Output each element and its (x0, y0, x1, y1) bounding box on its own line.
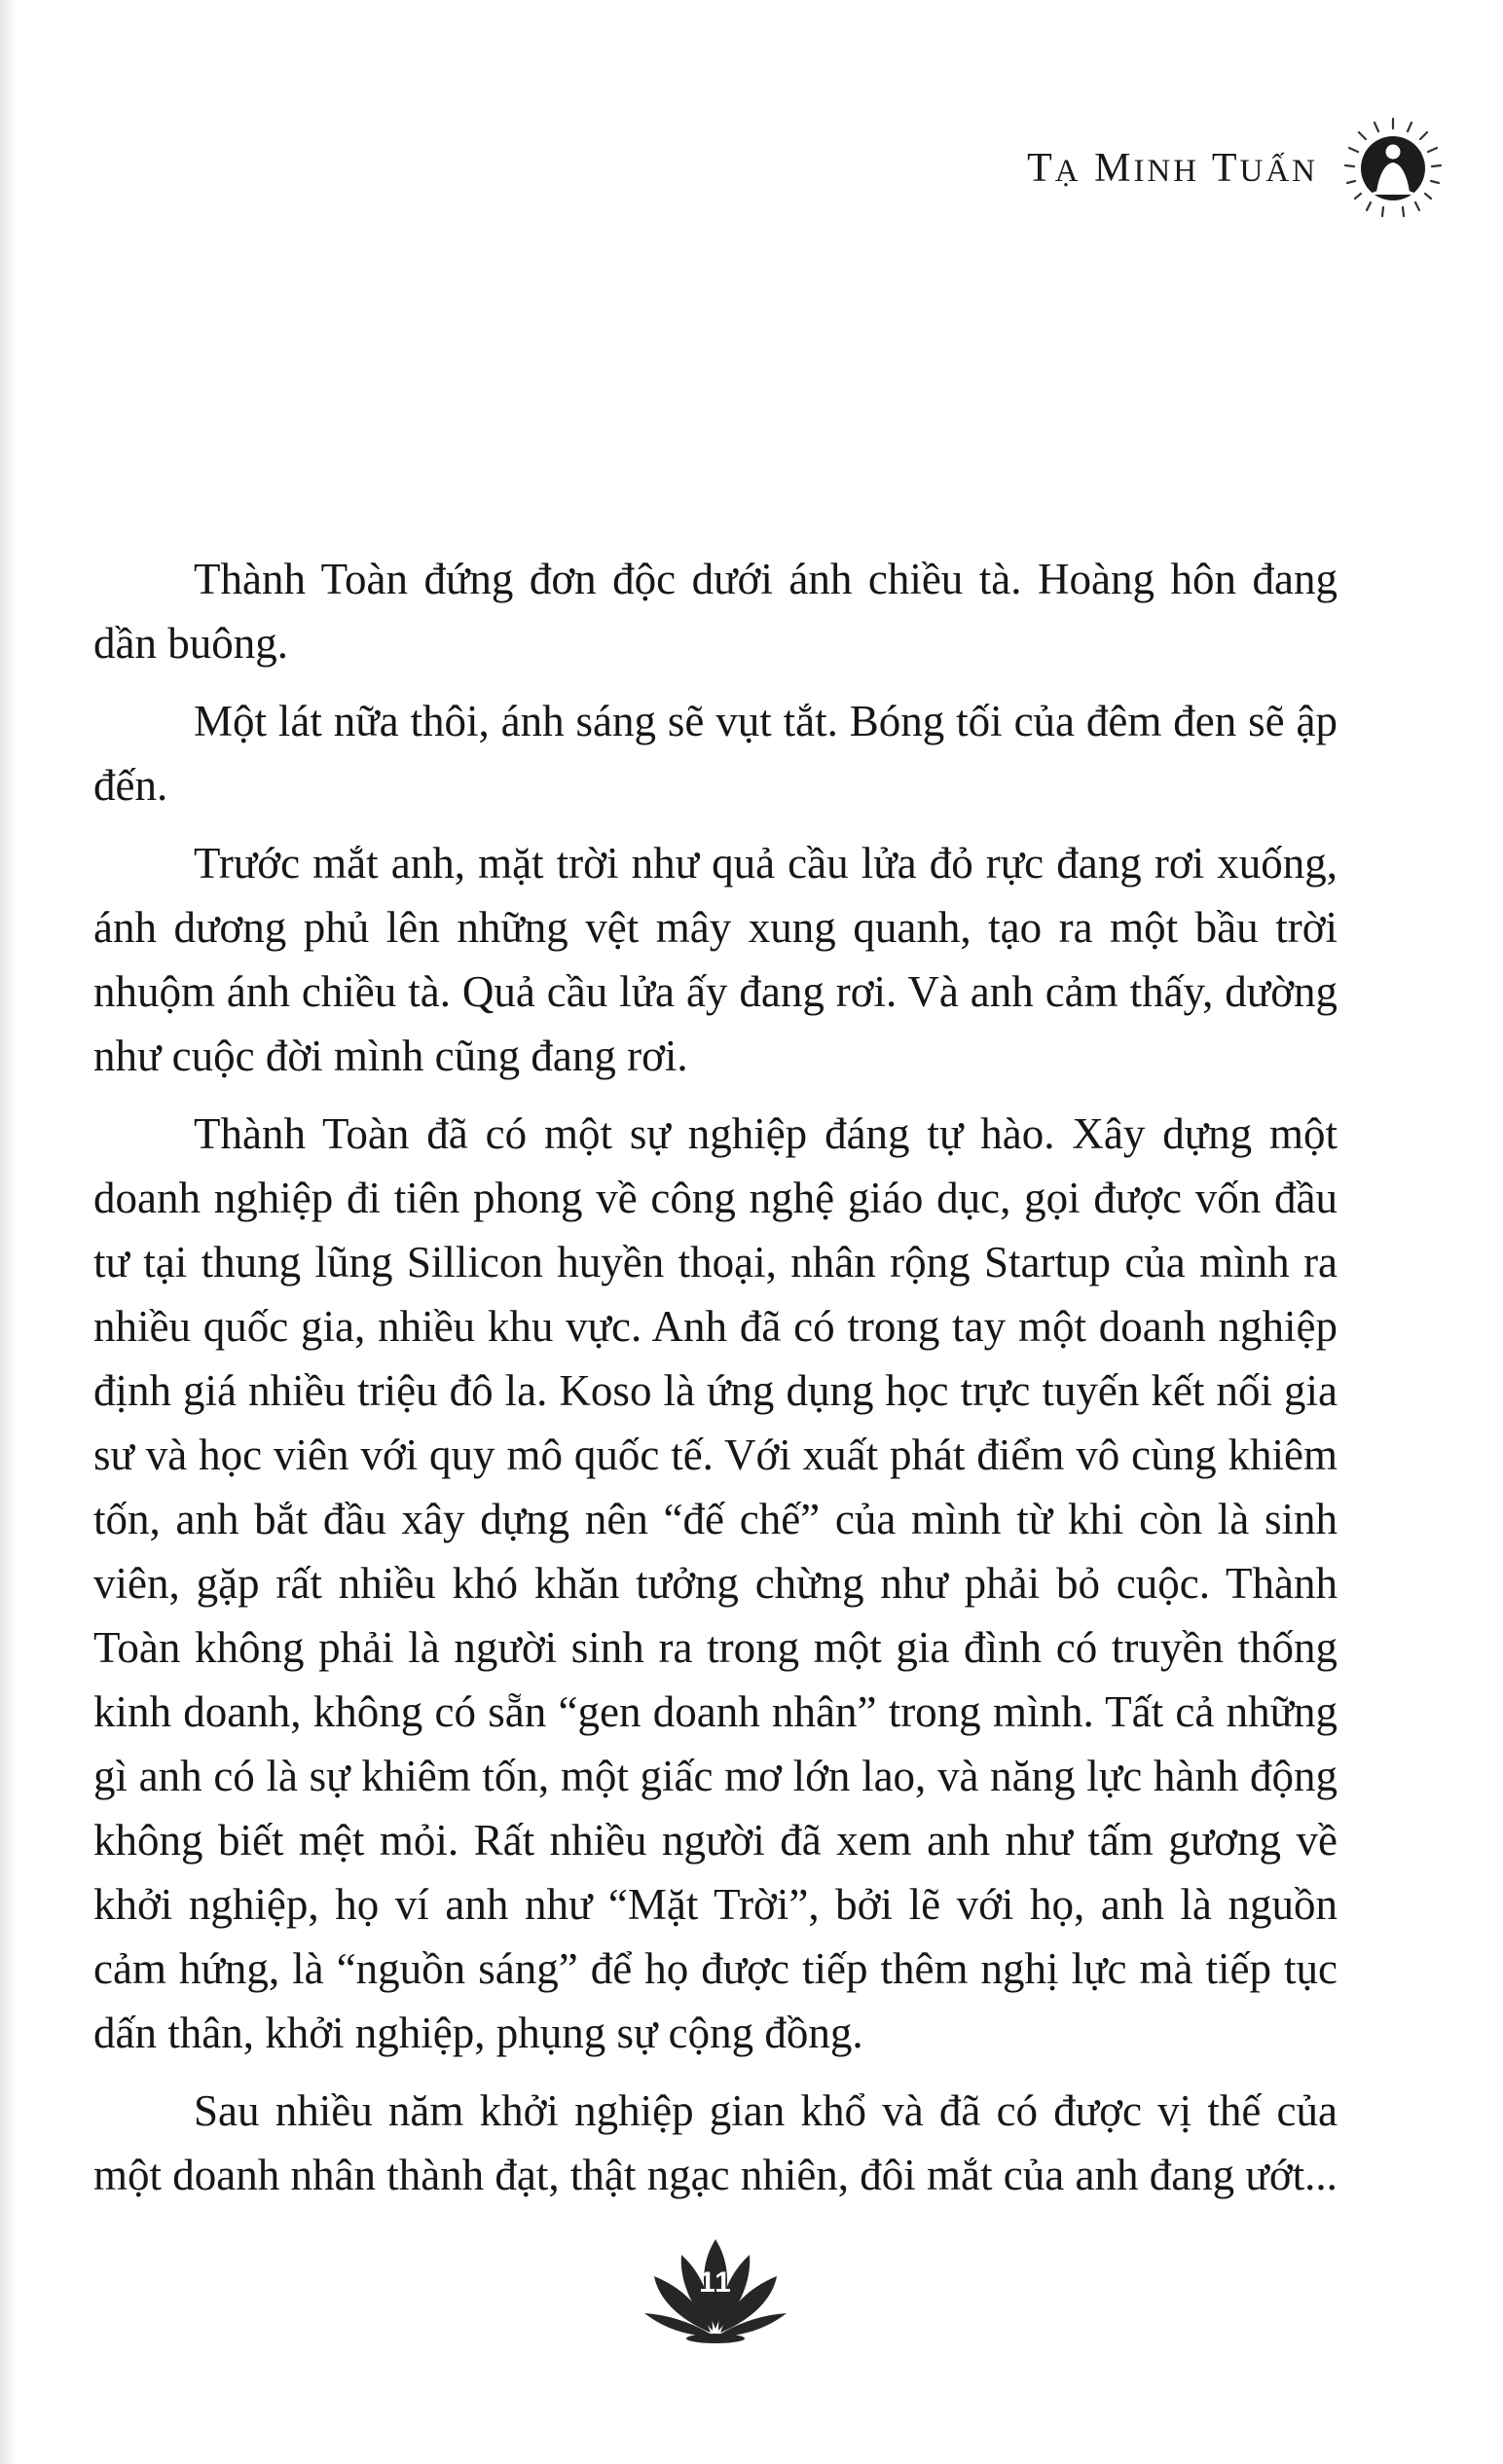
paragraph: Trước mắt anh, mặt trời như quả cầu lửa đỏ rực đang rơi xuống, ánh dương phủ lên những vệt mây xung quanh, tạo ra một bầu trời nhuộm ánh chiều tà. Quả cầu lửa ấy đang rơi. Và anh cảm thấy, dường như cuộc đời mình cũng đang rơi. (93, 839, 1338, 1080)
page-edge-shadow (0, 0, 18, 2464)
paragraph: Một lát nữa thôi, ánh sáng sẽ vụt tắt. Bóng tối của đêm đen sẽ ập đến. (93, 697, 1338, 810)
meditating-figure-icon (1339, 115, 1447, 222)
body-text (93, 547, 1338, 2207)
author-name: TẠ MINH TUẤN (1027, 146, 1318, 191)
running-header (1027, 105, 1447, 232)
paragraph: Sau nhiều năm khởi nghiệp gian khổ và đã có được vị thế của một doanh nhân thành đạt, thật ngạc nhiên, đôi mắt của anh đang ướt... (93, 2086, 1338, 2199)
paragraph: Thành Toàn đứng đơn độc dưới ánh chiều tà. Hoàng hôn đang dần buông. (93, 555, 1338, 668)
paragraph: Thành Toàn đã có một sự nghiệp đáng tự hào. Xây dựng một doanh nghiệp đi tiên phong về công nghệ giáo dục, gọi được vốn đầu tư tại thung lũng Sillicon huyền thoại, nhân rộng Startup của mình ra nhiều quốc gia, nhiều khu vực. Anh đã có trong tay một doanh nghiệp định giá nhiều triệu đô la. Koso là ứng dụng học trực tuyến kết nối gia sư và học viên với quy mô quốc tế. Với xuất phát điểm vô cùng khiêm tốn, anh bắt đầu xây dựng nên “đế chế” của mình từ khi còn là sinh viên, gặp rất nhiều khó khăn tưởng chừng như phải bỏ cuộc. Thành Toàn không phải là người sinh ra trong một gia đình có truyền thống kinh doanh, không có sẵn “gen doanh nhân” trong mình. Tất cả những gì anh có là sự khiêm tốn, một giấc mơ lớn lao, và năng lực hành động không biết mệt mỏi. Rất nhiều người đã xem anh như tấm gương về khởi nghiệp, họ ví anh như “Mặt Trời”, bởi lẽ với họ, anh là nguồn cảm hứng, là “nguồn sáng” để họ được tiếp thêm nghị lực mà tiếp tục dấn thân, khởi nghiệp, phụng sự cộng đồng. (93, 1109, 1338, 2057)
page-number: 11 (699, 2266, 732, 2299)
page-footer (642, 2233, 788, 2350)
